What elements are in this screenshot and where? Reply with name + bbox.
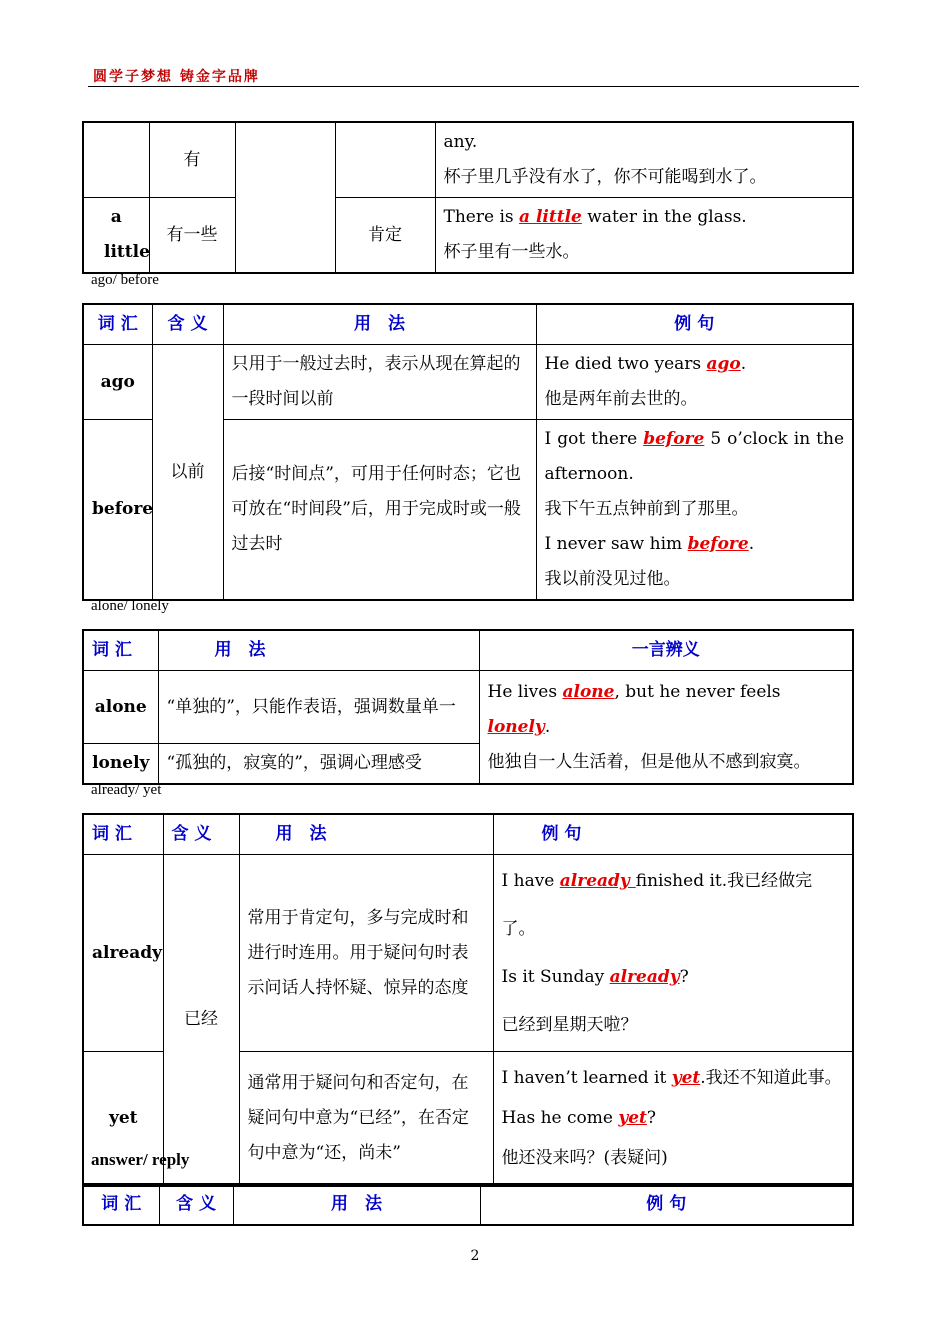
- keyword: lonely: [487, 716, 545, 737]
- example-en: He died two years ago.: [544, 354, 747, 374]
- keyword: before: [687, 534, 749, 554]
- header-meaning: 含 义: [159, 1184, 233, 1225]
- cell-word-lonely: lonely: [83, 744, 158, 785]
- example-cn: 他还没来吗？(表疑问): [501, 1148, 668, 1169]
- header-divider: [88, 86, 859, 87]
- example-en: I haven’t learned it yet.我还不知道此事。: [501, 1068, 842, 1089]
- table-answer-reply: [82, 1183, 854, 1226]
- header-example: 例 句: [480, 1184, 853, 1225]
- example-en: Is it Sunday already?: [501, 967, 689, 987]
- cell-usage-alone: “单独的”，只能作表语，强调数量单一: [158, 671, 479, 744]
- example-cn: 他是两年前去世的。: [544, 389, 698, 409]
- cell-usage-lonely: “孤独的，寂寞的”，强调心理感受: [158, 744, 479, 785]
- cell-example-before: [536, 420, 853, 601]
- example-cn: 已经到星期天啦？: [501, 1015, 638, 1035]
- cell-meaning: 已经: [163, 855, 239, 1186]
- example-en: He lives alone, but he never feels lonely.: [487, 681, 781, 737]
- header-usage: 用 法: [158, 630, 479, 671]
- example-en: Has he come yet?: [501, 1108, 657, 1129]
- keyword: already: [609, 967, 680, 987]
- header-meaning: 含 义: [163, 814, 239, 855]
- cell-example: [435, 122, 853, 198]
- header-word: 词 汇: [83, 304, 152, 345]
- keyword: yet: [671, 1068, 701, 1089]
- keyword: already: [559, 871, 636, 891]
- section-title-answer-reply: answer/ reply: [91, 1150, 190, 1169]
- cell-blank-merged: [235, 122, 335, 273]
- cell-usage-ago: 只用于一般过去时，表示从现在算起的一段时间以前: [223, 345, 536, 420]
- header-word: 词 汇: [83, 1184, 159, 1225]
- header-note: 一言辨义: [479, 630, 853, 671]
- header-usage: 用 法: [223, 304, 536, 345]
- example-en: any.: [443, 132, 478, 152]
- cell-word-a-little: a little: [83, 198, 149, 274]
- example-en: I have already finished it.我已经做完了。: [501, 871, 813, 939]
- section-title-alone-lonely: alone/ lonely: [91, 598, 169, 614]
- cell-usage-already: 常用于肯定句，多与完成时和进行时连用。用于疑问句时表示问话人持怀疑、惊异的态度: [239, 855, 493, 1052]
- example-en: I never saw him before.: [544, 534, 755, 554]
- cell-meaning: 有一些: [149, 198, 235, 274]
- header-word: 词 汇: [83, 814, 163, 855]
- cell-usage-empty: [335, 122, 435, 198]
- example-cn: 我下午五点钟前到了那里。: [544, 499, 749, 519]
- cell-example: [435, 198, 853, 274]
- example-cn: 杯子里几乎没有水了，你不可能喝到水了。: [443, 167, 767, 187]
- page-number: 2: [470, 1248, 480, 1264]
- example-cn: 他独自一人生活着，但是他从不感到寂寞。: [487, 751, 811, 772]
- section-title-ago-before: ago/ before: [91, 272, 159, 288]
- cell-meaning: 有: [149, 122, 235, 198]
- cell-meaning: 以前: [152, 345, 223, 601]
- header-word: 词 汇: [83, 630, 158, 671]
- cell-example-already: [493, 855, 853, 1052]
- section-title-already-yet: already/ yet: [91, 782, 162, 798]
- example-cn: 杯子里有一些水。: [443, 242, 580, 262]
- table-little: [82, 121, 854, 274]
- cell-word-ago: ago: [83, 345, 152, 420]
- keyword: yet: [618, 1108, 647, 1129]
- cell-example-yet: [493, 1052, 853, 1186]
- keyword: before: [643, 429, 705, 449]
- example-en: I got there before 5 o’clock in the afternoon.: [544, 429, 845, 484]
- cell-example-ago: [536, 345, 853, 420]
- cell-word-already: already: [83, 855, 163, 1052]
- cell-usage-before: 后接“时间点”，可用于任何时态；它也可放在“时间段”后，用于完成时或一般过去时: [223, 420, 536, 601]
- table-alone-lonely: [82, 629, 854, 785]
- header-example: 例 句: [536, 304, 853, 345]
- header-meaning: 含 义: [152, 304, 223, 345]
- cell-word-yet: yet: [83, 1052, 163, 1186]
- header-usage: 用 法: [233, 1184, 480, 1225]
- cell-word-before: before: [83, 420, 152, 601]
- cell-word-empty: [83, 122, 149, 198]
- cell-example: [479, 671, 853, 785]
- keyword: alone: [562, 681, 615, 702]
- keyword: a little: [519, 207, 582, 227]
- header-example: 例 句: [493, 814, 853, 855]
- cell-word-alone: alone: [83, 671, 158, 744]
- keyword: ago: [706, 354, 741, 374]
- table-ago-before: [82, 303, 854, 601]
- header-usage: 用 法: [239, 814, 493, 855]
- cell-usage: 肯定: [335, 198, 435, 274]
- example-en: There is a little water in the glass.: [443, 207, 747, 227]
- cell-usage-yet: 通常用于疑问句和否定句，在疑问句中意为“已经”，在否定句中意为“还，尚未”: [239, 1052, 493, 1186]
- header-brand: 圆学子梦想 铸金字品牌: [93, 69, 260, 85]
- example-cn: 我以前没见过他。: [544, 569, 681, 589]
- table-already-yet: [82, 813, 854, 1187]
